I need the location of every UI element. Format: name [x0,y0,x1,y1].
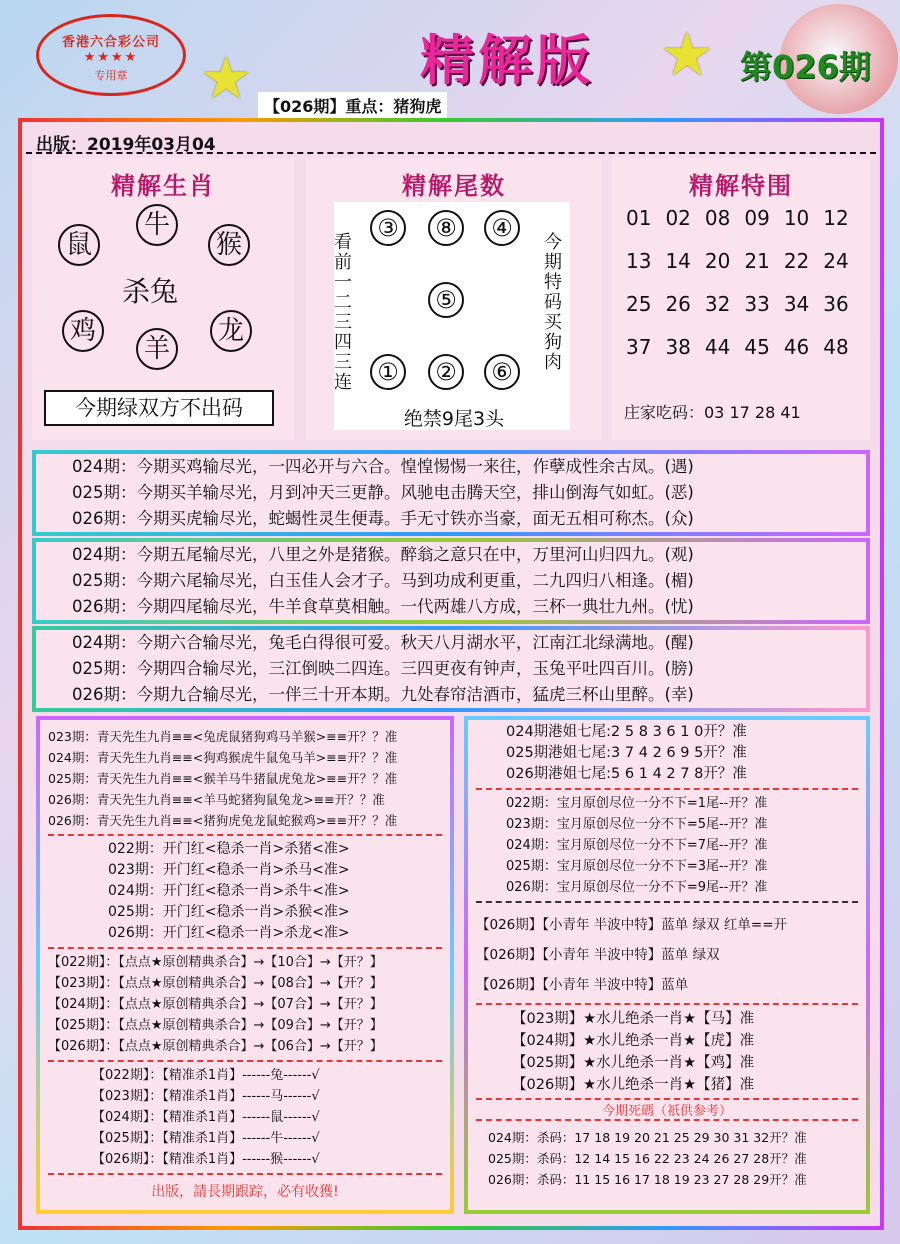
special-number: 20 [704,249,731,273]
divider [48,1060,442,1062]
special-number: 32 [704,292,731,316]
special-number: 01 [626,206,652,230]
poem-line: 025期：今期六尾输尽光，白玉佳人会才子。马到功成利更重，二九四归八相逢。(楣) [72,571,694,590]
poem-line: 025期：今期四合输尽光，三江倒映二四连。三四更夜有钟声，玉兔平吐四百川。(膀) [72,659,694,678]
tail-left-vertical: 看前一二三四三连 [331,232,352,392]
left-panel [36,716,454,1214]
tail-number: ③ [370,210,406,246]
red-door-line: 026期：开门红<稳杀一肖>杀龙<准> [108,925,350,941]
combo-line: 【025期】：【点点★原创精典杀合】→【09合】→【开？】 [48,1018,383,1033]
star-icon: ★ [200,44,252,112]
kill1-list [48,1065,442,1170]
nine-line: 024期：青天先生九肖≡≡<狗鸡猴虎牛鼠兔马羊>≡≡开？？准 [48,750,398,765]
red-door-list [48,839,442,944]
tail-heading: 精解尾数 [402,171,506,200]
red-door-line: 025期：开门红<稳杀一肖>杀猴<准> [108,904,350,920]
wave-line: 【026期】【小青年 半波中特】蓝单 绿双 红单==开 [476,917,788,933]
red-door-line: 022期：开门红<稳杀一肖>杀猪<准> [108,841,350,857]
special-number: 44 [704,335,731,359]
zodiac-heading: 精解生肖 [111,171,215,200]
special-number: 46 [783,335,810,359]
seven-line: 026期港姐七尾:5 6 1 4 2 7 8开？准 [506,766,747,782]
red-door-line: 024期：开门红<稳杀一肖>杀牛<准> [108,883,350,899]
zodiac-animal: 鸡 [62,310,104,352]
combo-line: 【023期】：【点点★原创精典杀合】→【08合】→【开？】 [48,976,383,991]
combo-line: 【024期】：【点点★原创精典杀合】→【07合】→【开？】 [48,997,383,1012]
special-row [626,206,849,249]
company-seal [36,14,186,96]
nine-line: 025期：青天先生九肖≡≡<猴羊马牛猪鼠虎兔龙>≡≡开？？准 [48,771,398,786]
tail-list [476,793,858,898]
special-number: 14 [665,249,691,273]
nine-line: 026期：青天先生九肖≡≡<羊马蛇猪狗鼠兔龙>≡≡开？？准 [48,792,385,807]
divider [476,788,858,790]
kill1-line: 【023期】：【精准杀1肖】------马------√ [92,1089,320,1104]
dead-line: 025期：杀码：12 14 15 16 22 23 24 26 27 28开？准 [488,1151,807,1166]
special-number: 10 [783,206,810,230]
special-number: 21 [744,249,770,273]
dead-line: 026期：杀码：11 15 16 17 18 19 23 27 28 29开？准 [488,1172,807,1187]
issue-number: 第026期 [740,48,871,86]
water-line: 【025期】★水儿绝杀一肖★【鸡】准 [512,1055,755,1071]
poem-line: 026期：今期四尾输尽光，牛羊食草莫相触。一代两雄八方成，三杯一典壮九州。(忧) [72,597,694,616]
dead-title: 今期死碼（祇供参考） [476,1098,858,1121]
divider [476,1003,858,1005]
red-door-line: 023期：开门红<稳杀一肖>杀马<准> [108,862,350,878]
tail-number: ① [370,354,406,390]
pub-date: 出版：2019年03月04 [36,135,216,155]
tail-line: 024期：宝月原创尽位一分不下=7尾--开？准 [506,838,768,853]
key-line: 【026期】重点：猪狗虎 [258,92,447,119]
poem-line: 026期：今期九合输尽光，一伴三十开本期。九处春帘洁酒市，猛虎三杯山里醉。(幸) [72,685,694,704]
banker-numbers: 庄家吃码：03 17 28 41 [624,403,801,422]
kill1-line: 【025期】：【精准杀1肖】------牛------√ [92,1131,320,1146]
right-panel [464,716,870,1214]
water-list [476,1008,858,1096]
seven-line: 025期港姐七尾:3 7 4 2 6 9 5开？准 [506,745,747,761]
divider [48,947,442,949]
special-number: 37 [626,335,652,359]
special-heading: 精解特围 [689,171,793,200]
zodiac-animal: 羊 [136,328,178,370]
tail-bottom: 绝禁9尾3头 [403,408,505,430]
footer-note: 出版，請長期跟踪，必有收獲! [151,1184,339,1200]
special-box [612,158,870,440]
special-number: 25 [626,292,652,316]
tail-number: ④ [484,210,520,246]
special-row [626,249,849,292]
poem-line: 024期：今期买鸡输尽光，一四必开与六合。惶惶惕惕一来往，作孽成性余古凤。(遇) [72,457,694,476]
zodiac-animal: 鼠 [58,224,100,266]
divider [48,1173,442,1175]
special-number: 36 [823,292,849,316]
special-number: 08 [704,206,731,230]
dead-list [476,1127,858,1190]
seven-list [476,722,858,785]
special-number: 48 [823,335,849,359]
special-number: 38 [665,335,691,359]
special-number: 26 [665,292,691,316]
seal-top-text: 香港六合彩公司 [61,35,160,50]
special-grid [626,206,849,378]
tail-line: 023期：宝月原创尽位一分不下=5尾--开？准 [506,817,768,832]
tail-line: 026期：宝月原创尽位一分不下=9尾--开？准 [506,880,768,895]
combo-line: 【026期】：【点点★原创精典杀合】→【06合】→【开？】 [48,1039,383,1054]
star-icon: ★ [660,20,714,90]
poem-band [32,450,870,536]
zodiac-animal: 龙 [210,310,252,352]
kill1-line: 【024期】：【精准杀1肖】------鼠------√ [92,1110,320,1125]
tail-right-vertical: 今期特码买狗肉 [541,232,562,372]
special-number: 02 [665,206,691,230]
special-number: 13 [626,249,652,273]
special-number: 24 [823,249,849,273]
poem-band [32,538,870,624]
seal-bottom-text: 专用章 [94,69,128,82]
poem-line: 024期：今期五尾输尽光，八里之外是猪猴。醉翁之意只在中，万里河山归四九。(观) [72,545,694,564]
water-line: 【023期】★水儿绝杀一肖★【马】准 [512,1011,755,1027]
tail-number: ② [428,354,464,390]
zodiac-animal: 牛 [136,204,178,246]
special-number: 22 [783,249,810,273]
poem-band [32,626,870,712]
tail-line: 022期：宝月原创尽位一分不下=1尾--开？准 [506,796,768,811]
nine-line: 023期：青天先生九肖≡≡<兔虎鼠猪狗鸡马羊猴>≡≡开？？准 [48,729,398,744]
special-number: 34 [783,292,810,316]
seven-line: 024期港姐七尾:2 5 8 3 6 1 0开？准 [506,724,747,740]
page-title: 精解版 [420,28,594,92]
divider [476,901,858,903]
combo-line: 【022期】：【点点★原创精典杀合】→【10合】→【开？】 [48,955,383,970]
kill1-line: 【022期】：【精准杀1肖】------兔------√ [92,1068,320,1083]
tail-box [306,158,602,440]
special-number: 12 [823,206,849,230]
poem-line: 024期：今期六合输尽光，兔毛白得很可爱。秋天八月湖水平，江南江北绿满地。(醒) [72,633,694,652]
special-number: 33 [744,292,770,316]
kill-animal: 杀兔 [122,275,179,308]
poem-line: 026期：今期买虎输尽光，蛇蝎性灵生便毒。手无寸铁亦当豪，面无五相可称杰。(众) [72,509,694,528]
water-line: 【026期】★水儿绝杀一肖★【猪】准 [512,1077,755,1093]
zodiac-box [32,158,294,440]
poem-line: 025期：今期买羊输尽光，月到冲天三更静。风驰电击腾天空，排山倒海气如虹。(恶) [72,483,694,502]
special-number: 09 [744,206,770,230]
water-line: 【024期】★水儿绝杀一肖★【虎】准 [512,1033,755,1049]
seal-stars: ★★★★ [83,50,139,65]
divider [48,834,442,836]
special-number: 45 [744,335,770,359]
zodiac-note: 今期绿双方不出码 [44,390,274,426]
tail-number: ⑤ [428,282,464,318]
zodiac-animal: 猴 [208,224,250,266]
wave-list [476,906,858,1000]
tail-number: ⑧ [428,210,464,246]
divider [26,152,876,154]
wave-line: 【026期】【小青年 半波中特】蓝单 绿双 [476,947,720,963]
kill1-line: 【026期】：【精准杀1肖】------猴------√ [92,1152,320,1167]
dead-line: 024期：杀码：17 18 19 20 21 25 29 30 31 32开？准 [488,1130,807,1145]
special-row [626,292,849,335]
nine-line: 026期：青天先生九肖≡≡<猪狗虎兔龙鼠蛇猴鸡>≡≡开？？准 [48,813,398,828]
tail-line: 025期：宝月原创尽位一分不下=3尾--开？准 [506,859,768,874]
wave-line: 【026期】【小青年 半波中特】蓝单 [476,977,689,993]
tail-number: ⑥ [484,354,520,390]
special-row [626,335,849,378]
